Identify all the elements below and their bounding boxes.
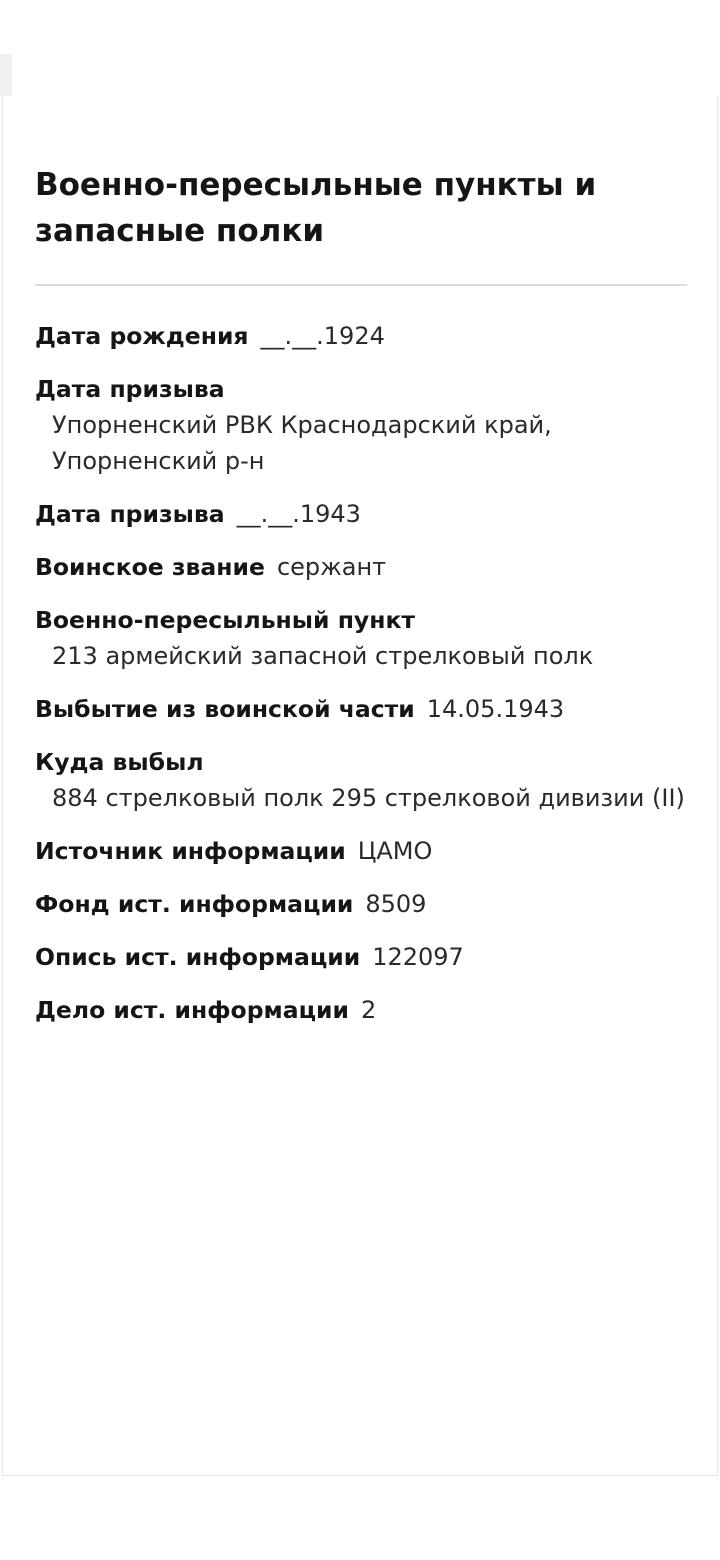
field-transit-point bbox=[35, 602, 695, 674]
field-value: сержант bbox=[276, 553, 387, 581]
field-military-rank bbox=[35, 549, 695, 585]
field-label: Источник информации bbox=[35, 837, 346, 865]
field-conscription-date bbox=[35, 496, 695, 532]
field-value: 884 стрелковый полк 295 стрелковой дивизии (II) bbox=[52, 784, 685, 812]
field-value: ЦАМО bbox=[357, 837, 433, 865]
field-value: Упорненский РВК Краснодарский край, Упорненский р-н bbox=[52, 411, 552, 475]
field-birth-date bbox=[35, 318, 695, 354]
field-conscription-office bbox=[35, 371, 695, 479]
field-label: Опись ист. информации bbox=[35, 943, 361, 971]
field-label: Выбытие из воинской части bbox=[35, 695, 415, 723]
field-value: 213 армейский запасной стрелковый полк bbox=[52, 642, 594, 670]
field-value: 122097 bbox=[372, 943, 464, 971]
field-label: Куда выбыл bbox=[35, 748, 204, 776]
field-info-fund bbox=[35, 886, 695, 922]
field-label: Дата призыва bbox=[35, 500, 225, 528]
field-label: Дата призыва bbox=[35, 375, 225, 403]
record-fields bbox=[35, 318, 695, 1045]
field-value: 8509 bbox=[365, 890, 427, 918]
field-departure-date bbox=[35, 691, 695, 727]
record-card bbox=[2, 96, 718, 1476]
page-title: Военно-пересыльные пункты и запасные полки bbox=[35, 167, 597, 249]
field-label: Военно-пересыльный пункт bbox=[35, 606, 416, 634]
field-departed-to bbox=[35, 744, 695, 816]
field-label: Воинское звание bbox=[35, 553, 265, 581]
field-info-case bbox=[35, 992, 695, 1028]
field-label: Дата рождения bbox=[35, 322, 249, 350]
top-bar-edge bbox=[0, 54, 12, 96]
title-divider bbox=[35, 284, 687, 286]
field-info-inventory bbox=[35, 939, 695, 975]
field-value: 2 bbox=[360, 996, 377, 1024]
field-value: __.__.1943 bbox=[236, 500, 361, 528]
field-label: Дело ист. информации bbox=[35, 996, 349, 1024]
field-label: Фонд ист. информации bbox=[35, 890, 354, 918]
field-value: __.__.1924 bbox=[260, 322, 385, 350]
field-value: 14.05.1943 bbox=[426, 695, 565, 723]
field-info-source bbox=[35, 833, 695, 869]
